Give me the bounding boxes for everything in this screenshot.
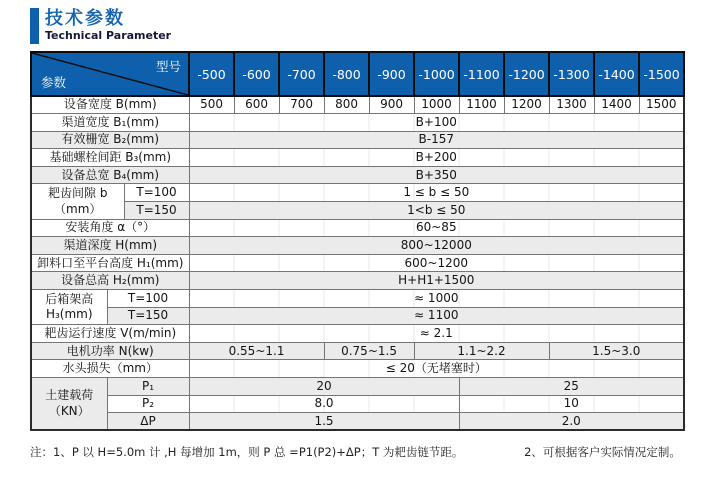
page-subtitle: Technical Parameter [45, 29, 172, 42]
table-row [31, 360, 684, 378]
table-row [31, 202, 684, 220]
cell-value: 700 [279, 96, 324, 114]
merged-value: B+200 [189, 149, 684, 167]
row-sub-label: T=150 [124, 202, 189, 220]
table-row [31, 413, 684, 431]
table-row [31, 395, 684, 413]
row-group-label [31, 378, 107, 431]
table-row [31, 254, 684, 272]
merged-value: 600~1200 [189, 254, 684, 272]
row-label: 耙齿运行速度 V(m/min) [31, 325, 189, 343]
merged-value: B-157 [189, 131, 684, 149]
row-label: 有效栅宽 B₂(mm) [31, 131, 189, 149]
merged-value: B+350 [189, 166, 684, 184]
model-column-header: -1100 [459, 52, 504, 96]
corner-param-label: 参数 [41, 75, 67, 90]
merged-value: ≈ 1000 [189, 290, 684, 308]
cell-value: 1300 [549, 96, 594, 114]
row-label: 水头损失（mm） [31, 360, 189, 378]
row-label: 渠道深度 H(mm) [31, 237, 189, 255]
row-group-label-line2: H₃(mm) [45, 307, 93, 322]
cell-value: 10 [459, 395, 684, 413]
merged-value: 1<b ≤ 50 [189, 202, 684, 220]
cell-value: 1000 [414, 96, 459, 114]
cell-value: 900 [369, 96, 414, 114]
model-column-header: -1400 [594, 52, 639, 96]
cell-value: 8.0 [189, 395, 459, 413]
merged-value: 60~85 [189, 219, 684, 237]
table-row [31, 378, 684, 396]
page [0, 8, 717, 484]
footnote [30, 444, 717, 460]
cell-value: 1500 [639, 96, 684, 114]
row-sub-label: T=100 [107, 290, 189, 308]
model-column-header: -700 [279, 52, 324, 96]
model-column-header: -900 [369, 52, 414, 96]
row-label: 基础螺栓间距 B₃(mm) [31, 149, 189, 167]
title-accent-bar [30, 8, 39, 44]
cell-value: 1.5~3.0 [549, 342, 684, 360]
row-sub-label: ΔP [107, 413, 189, 431]
table-row [31, 307, 684, 325]
merged-value: 800~12000 [189, 237, 684, 255]
row-label: 设备宽度 B(mm) [31, 96, 189, 114]
model-column-header: -1300 [549, 52, 594, 96]
table-row [31, 131, 684, 149]
table-row [31, 184, 684, 202]
table-row [31, 272, 684, 290]
table-row [31, 290, 684, 308]
row-label: 安装角度 α（°） [31, 219, 189, 237]
title-block [30, 8, 717, 44]
cell-value: 600 [234, 96, 279, 114]
cell-value: 25 [459, 378, 684, 396]
table-row [31, 219, 684, 237]
merged-value: ≈ 1100 [189, 307, 684, 325]
merged-value: ≈ 2.1 [189, 325, 684, 343]
row-group-label-line1: 后箱架高 [45, 291, 94, 306]
model-column-header: -500 [189, 52, 234, 96]
cell-value: 1.1~2.2 [414, 342, 549, 360]
row-sub-label: T=150 [107, 307, 189, 325]
row-label: 设备总宽 B₄(mm) [31, 166, 189, 184]
row-group-label-line2: （mm） [54, 201, 102, 216]
cell-value: 2.0 [459, 413, 684, 431]
model-header-row [31, 52, 684, 96]
row-sub-label: T=100 [124, 184, 189, 202]
merged-value: H+H1+1500 [189, 272, 684, 290]
row-sub-label: P₁ [107, 378, 189, 396]
merged-value: 1 ≤ b ≤ 50 [189, 184, 684, 202]
spec-table [30, 51, 685, 431]
cell-value: 20 [189, 378, 459, 396]
footnote-note-1: 注：1、P 以 H=5.0m 计 ,H 每增加 1m，则 P 总 =P1(P2)+ΔP；T 为耙齿链节距。 [30, 445, 464, 460]
page-title: 技术参数 [45, 8, 125, 29]
title-texts [45, 8, 171, 44]
row-label: 卸料口至平台高度 H₁(mm) [31, 254, 189, 272]
cell-value: 1100 [459, 96, 504, 114]
row-group-label-line2: （KN） [48, 403, 90, 418]
corner-model-label: 型号 [156, 59, 182, 74]
model-column-header: -800 [324, 52, 369, 96]
row-group-label-line1: 耙齿间隙 b [48, 185, 108, 200]
row-group-label [31, 290, 107, 325]
table-row [31, 342, 684, 360]
table-row [31, 114, 684, 132]
model-column-header: -1000 [414, 52, 459, 96]
row-group-label [31, 184, 124, 219]
row-label: 设备总高 H₂(mm) [31, 272, 189, 290]
merged-value: B+100 [189, 114, 684, 132]
cell-value: 1200 [504, 96, 549, 114]
cell-value: 1.5 [189, 413, 459, 431]
footnote-note-2: 2、可根据客户实际情况定制。 [524, 445, 681, 460]
row-label: 渠道宽度 B₁(mm) [31, 114, 189, 132]
table-row [31, 96, 684, 114]
corner-cell [31, 52, 189, 96]
cell-value: 0.55~1.1 [189, 342, 324, 360]
model-column-header: -1200 [504, 52, 549, 96]
cell-value: 1400 [594, 96, 639, 114]
table-row [31, 166, 684, 184]
table-row [31, 325, 684, 343]
row-sub-label: P₂ [107, 395, 189, 413]
row-group-label-line1: 土建载荷 [45, 388, 94, 403]
cell-value: 0.75~1.5 [324, 342, 414, 360]
model-column-header: -600 [234, 52, 279, 96]
row-label: 电机功率 N(kw) [31, 342, 189, 360]
model-column-header: -1500 [639, 52, 684, 96]
cell-value: 800 [324, 96, 369, 114]
table-row [31, 237, 684, 255]
cell-value: 500 [189, 96, 234, 114]
table-row [31, 149, 684, 167]
merged-value: ≤ 20（无堵塞时） [189, 360, 684, 378]
